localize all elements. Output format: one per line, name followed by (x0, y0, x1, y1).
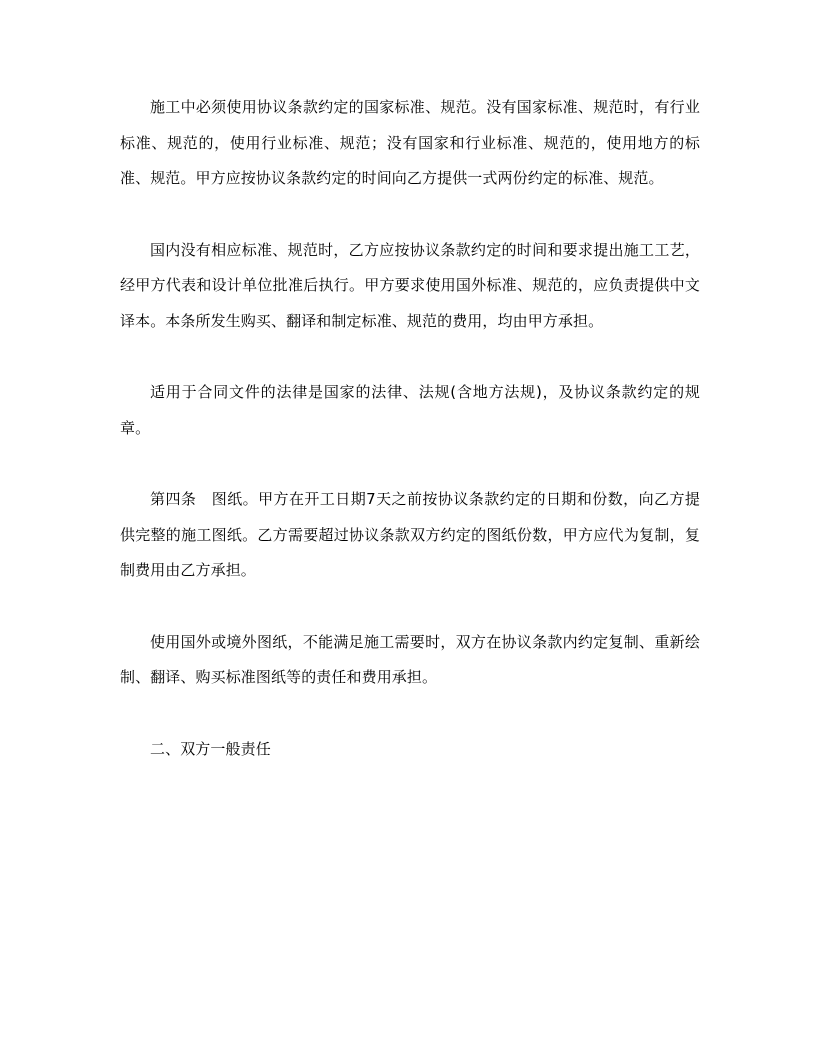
document-body (120, 90, 700, 767)
section-heading-general-responsibilities: 二、双方一般责任 (150, 739, 271, 758)
paragraph-spacer (120, 339, 700, 375)
paragraph-applicable-law: 适用于合同文件的法律是国家的法律、法规(含地方法规)，及协议条款约定的规章。 (120, 383, 700, 437)
paragraph-standards: 施工中必须使用协议条款约定的国家标准、规范。没有国家标准、规范时，有行业标准、规范的，使用行业标准、规范；没有国家和行业标准、规范的，使用地方的标准、规范。甲方应按协议条款约定的时间向乙方提供一式两份约定的标准、规范。 (120, 98, 700, 187)
paragraph-spacer (120, 696, 700, 732)
paragraph-foreign-drawings: 使用国外或境外图纸，不能满足施工需要时，双方在协议条款内约定复制、重新绘制、翻译、购买标准图纸等的责任和费用承担。 (120, 632, 700, 686)
paragraph-article-four-drawings: 第四条 图纸。甲方在开工日期7天之前按协议条款约定的日期和份数，向乙方提供完整的施工图纸。乙方需要超过协议条款双方约定的图纸份数，甲方应代为复制，复制费用由乙方承担。 (120, 490, 700, 579)
paragraph-spacer (120, 589, 700, 625)
paragraph-spacer (120, 446, 700, 482)
paragraph-spacer (120, 197, 700, 233)
paragraph-foreign-standards: 国内没有相应标准、规范时，乙方应按协议条款约定的时间和要求提出施工工艺，经甲方代表和设计单位批准后执行。甲方要求使用国外标准、规范的，应负责提供中文译本。本条所发生购买、翻译和制定标准、规范的费用，均由甲方承担。 (120, 240, 700, 330)
